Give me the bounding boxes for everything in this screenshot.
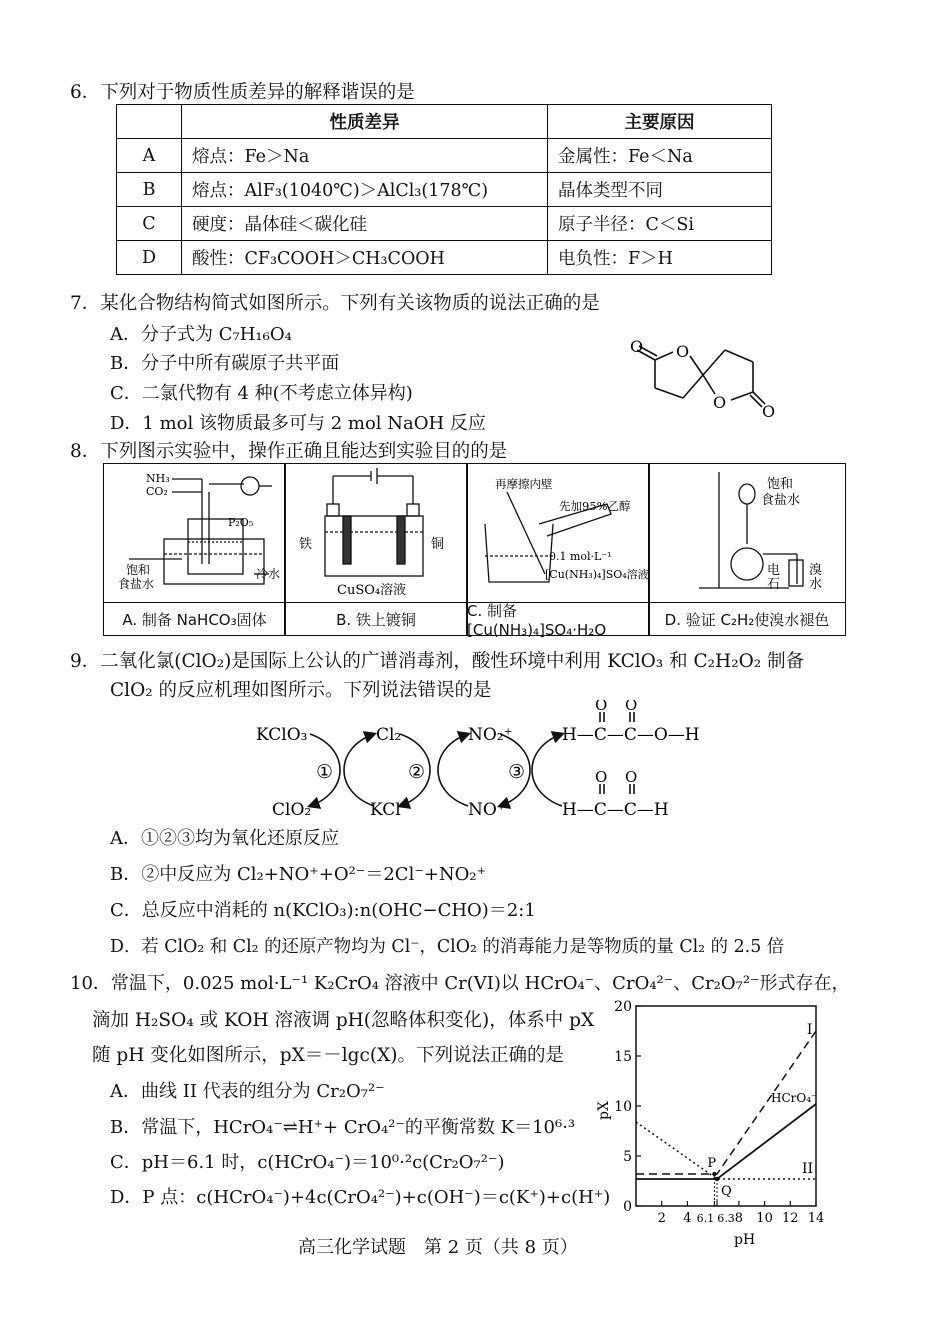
table-row [117, 207, 772, 241]
oxygen-label: O [595, 700, 608, 714]
q8-panel-d [648, 463, 846, 636]
row-reason: 原子半径：C＜Si [548, 207, 772, 241]
x-tick-label: 12 [782, 1211, 799, 1226]
label-carbide-1: 电 [767, 563, 781, 578]
step-2-label: ② [408, 761, 426, 783]
x-tick-label: 4 [683, 1211, 692, 1226]
label-ethanol: 先加95%乙醇 [559, 499, 631, 513]
q8-caption-a: A. 制备 NaHCO₃固体 [104, 602, 285, 635]
q8-panel-a [103, 463, 286, 636]
x-tick-label: 2 [657, 1211, 666, 1226]
q6-header-reason: 主要原因 [548, 105, 772, 139]
row-reason: 金属性：Fe＜Na [548, 139, 772, 173]
table-row [117, 241, 772, 275]
series-line-solid [636, 1104, 816, 1179]
y-tick-label: 0 [623, 1199, 632, 1215]
q9-option-d: D．若 ClO₂ 和 Cl₂ 的还原产物均为 Cl⁻，ClO₂ 的消毒能力是等物质的量 Cl₂ 的 2.5 倍 [110, 937, 785, 957]
q6-header-diff: 性质差异 [182, 105, 548, 139]
y-tick-label: 20 [614, 999, 632, 1015]
species-kclo3: KClO₃ [256, 725, 308, 745]
species-no2-plus: NO₂⁺ [468, 725, 513, 745]
label-brine: 食盐水 [761, 493, 801, 508]
species-kcl: KCl [370, 800, 401, 820]
q9-option-c: C．总反应中消耗的 n(KClO₃):n(OHC−CHO)＝2:1 [110, 900, 536, 921]
row-diff: 酸性：CF₃COOH＞CH₃COOH [182, 241, 548, 275]
label-co2: CO₂ [146, 485, 168, 498]
label-bromine-1: 溴 [809, 563, 823, 578]
spiro-lactone-structure [625, 330, 785, 430]
label-iron: 铁 [299, 537, 313, 552]
step-1-label: ① [316, 761, 334, 783]
apparatus-a-drawing [104, 464, 285, 604]
q7-option-d: D．1 mol 该物质最多可与 2 mol NaOH 反应 [110, 413, 486, 434]
apparatus-c-drawing [467, 464, 649, 604]
page-footer: 高三化学试题 第 2 页（共 8 页） [298, 1237, 578, 1258]
x-tick-label: 14 [807, 1211, 825, 1226]
q10-stem-line1: 10．常温下，0.025 mol·L⁻¹ K₂CrO₄ 溶液中 Cr(VI)以 HCrO₄⁻、CrO₄²⁻、Cr₂O₇²⁻形式存在， [70, 973, 850, 994]
row-reason: 电负性：F＞H [548, 241, 772, 275]
label-conc: 0.1 mol·L⁻¹ [549, 550, 612, 563]
atom-o: O [630, 337, 644, 356]
q8-caption-d: D. 验证 C₂H₂使溴水褪色 [649, 602, 845, 635]
label-p2o5: P₂O₅ [228, 516, 254, 529]
label-brine: 食盐水 [118, 577, 155, 591]
row-label: C [117, 207, 182, 241]
label-cold-water: 冷水 [256, 567, 281, 581]
q10-px-ph-chart [594, 996, 834, 1248]
q6-header-blank [117, 105, 182, 139]
q9-stem-line2: ClO₂ 的反应机理如图所示。下列说法错误的是 [110, 680, 492, 701]
row-label: B [117, 173, 182, 207]
row-diff: 硬度：晶体硅＜碳化硅 [182, 207, 548, 241]
y-tick-label: 10 [614, 1099, 632, 1115]
species-glyoxal: H—C—C—H [562, 800, 669, 820]
y-axis-label: pX [596, 1101, 612, 1120]
table-row [117, 173, 772, 207]
label-cuso4: CuSO₄溶液 [337, 583, 407, 598]
q9-mechanism-diagram [250, 700, 720, 824]
oxygen-label: O [625, 768, 638, 786]
species-cl2: Cl₂ [376, 725, 402, 745]
atom-o: O [713, 393, 727, 412]
species-no-plus: NO⁺ [468, 800, 506, 820]
plot-frame [636, 1006, 816, 1206]
q10-stem-line3: 随 pH 变化如图所示，pX＝－lgc(X)。下列说法正确的是 [92, 1045, 564, 1066]
label-rub-wall: 再摩擦内壁 [495, 477, 553, 491]
row-reason: 晶体类型不同 [548, 173, 772, 207]
oxygen-label: O [595, 768, 608, 786]
label-nh3: NH₃ [146, 472, 170, 485]
x-tick-label: 8 [734, 1211, 743, 1226]
species-oxalic-acid: H—C—C—O—H [562, 725, 700, 745]
label-saturated: 饱和 [767, 477, 794, 492]
q7-option-a: A．分子式为 C₇H₁₆O₄ [110, 324, 292, 345]
row-diff: 熔点：AlF₃(1040℃)＞AlCl₃(178℃) [182, 173, 548, 207]
q6-stem: 6．下列对于物质性质差异的解释谐误的是 [70, 82, 415, 103]
q10-option-b: B．常温下，HCrO₄⁻⇌H⁺+ CrO₄²⁻的平衡常数 K＝10⁶·³ [110, 1117, 576, 1138]
series-label: HCrO₄⁻ [771, 1091, 818, 1105]
q10-option-a: A．曲线 II 代表的组分为 Cr₂O₇²⁻ [110, 1081, 385, 1102]
q6-table [116, 104, 772, 275]
atom-o: O [676, 342, 690, 361]
x-tick-label: 6.1 [696, 1212, 715, 1225]
label-bromine-2: 水 [809, 577, 823, 592]
label-saturated: 饱和 [126, 563, 151, 577]
series-label: II [802, 1161, 814, 1177]
q9-stem-line1: 9．二氧化氯(ClO₂)是国际上公认的广谱消毒剂，酸性环境中利用 KClO₃ 和 C₂H₂O₂ 制备 [70, 651, 805, 672]
q8-caption-b: B. 铁上镀铜 [285, 602, 467, 635]
row-diff: 熔点：Fe＞Na [182, 139, 548, 173]
q9-option-b: B．②中反应为 Cl₂+NO⁺+O²⁻＝2Cl⁻+NO₂⁺ [110, 864, 487, 885]
q10-option-c: C．pH＝6.1 时，c(HCrO₄⁻)＝10⁰·²c(Cr₂O₇²⁻) [110, 1152, 505, 1173]
label-complex-solution: [Cu(NH₃)₄]SO₄溶液 [545, 568, 649, 581]
point-label: Q [721, 1184, 732, 1199]
q7-option-c: C．二氯代物有 4 种(不考虑立体异构) [110, 383, 413, 404]
q8-stem: 8．下列图示实验中，操作正确且能达到实验目的的是 [70, 441, 508, 462]
y-tick-label: 15 [614, 1049, 632, 1065]
x-tick-label: 10 [756, 1211, 773, 1226]
row-label: D [117, 241, 182, 275]
label-carbide-2: 石 [767, 577, 781, 592]
q8-caption-c: C. 制备[Cu(NH₃)₄]SO₄·H₂O [467, 602, 649, 635]
x-tick-label: 6.3 [717, 1212, 735, 1225]
apparatus-b-drawing [285, 464, 467, 604]
apparatus-d-drawing [649, 464, 845, 604]
q10-option-d: D．P 点：c(HCrO₄⁻)+4c(CrO₄²⁻)+c(OH⁻)＝c(K⁺)+c(H⁺) [110, 1187, 611, 1208]
step-3-label: ③ [508, 761, 526, 783]
q7-stem: 7．某化合物结构简式如图所示。下列有关该物质的说法正确的是 [70, 293, 600, 314]
q8-panel-b [284, 463, 468, 636]
q7-option-b: B．分子中所有碳原子共平面 [110, 353, 340, 374]
point-label: P [707, 1156, 717, 1171]
species-clo2: ClO₂ [272, 800, 312, 820]
y-tick-label: 5 [623, 1149, 632, 1165]
row-label: A [117, 139, 182, 173]
table-row [117, 139, 772, 173]
q8-panel-c [466, 463, 650, 639]
series-label: I [806, 1022, 813, 1038]
series-line-dotted [636, 1122, 816, 1179]
q10-stem-line2: 滴加 H₂SO₄ 或 KOH 溶液调 pH(忽略体积变化)，体系中 pX [92, 1010, 595, 1031]
oxygen-label: O [625, 700, 638, 714]
q9-option-a: A．①②③均为氧化还原反应 [110, 828, 339, 849]
atom-o: O [762, 402, 776, 421]
x-axis-label: pH [734, 1232, 756, 1248]
label-copper: 铜 [431, 537, 445, 552]
